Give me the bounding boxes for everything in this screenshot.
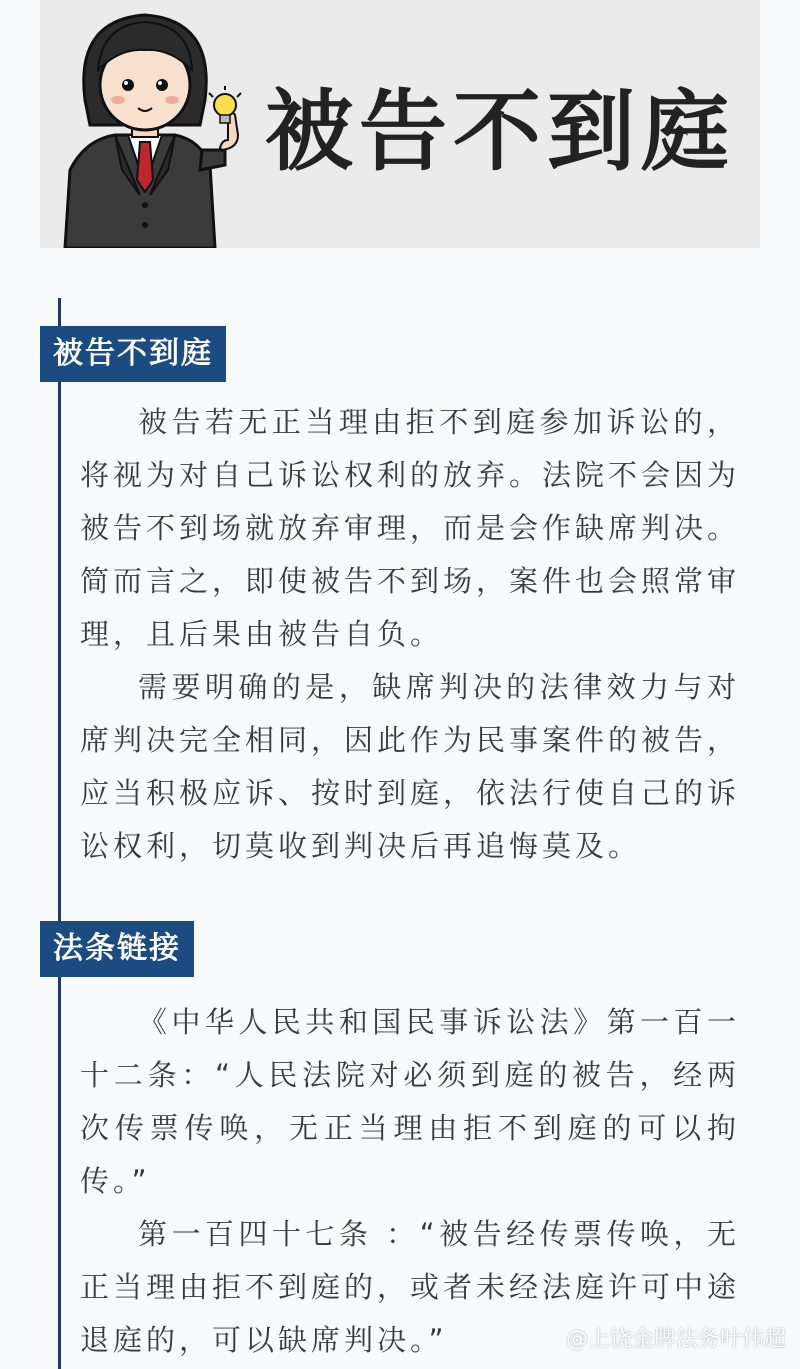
timeline-divider: [58, 298, 61, 1369]
paragraph: 第一百四十七条 ：“被告经传票传唤，无正当理由拒不到庭的，或者未经法庭许可中途退庭的，可以缺席判决。”: [80, 1217, 741, 1357]
section-law-link-body: [80, 996, 740, 1367]
paragraph: 《中华人民共和国民事诉讼法》第一百一十二条：“人民法院对必须到庭的被告，经两次传票传唤，无正当理由拒不到庭的可以拘传。”: [80, 1005, 740, 1198]
page-title: 被告不到庭: [265, 80, 736, 183]
lightbulb-icon: [205, 85, 245, 135]
paragraph: 需要明确的是，缺席判决的法律效力与对席判决完全相同，因此作为民事案件的被告，应当积极应诉、按时到庭，依法行使自己的诉讼权利，切莫收到判决后再追悔莫及。: [80, 670, 741, 863]
section-label-defendant-absent: 被告不到庭: [40, 326, 226, 382]
section-defendant-absent-body: [80, 396, 740, 873]
section-label-law-link: 法条链接: [40, 921, 194, 977]
paragraph: 被告若无正当理由拒不到庭参加诉讼的，将视为对自己诉讼权利的放弃。法院不会因为被告不到场就放弃审理，而是会作缺席判决。简而言之，即使被告不到场，案件也会照常审理，且后果由被告自负。: [80, 405, 741, 651]
watermark: @上饶金牌法务叶伟超: [565, 1327, 786, 1352]
